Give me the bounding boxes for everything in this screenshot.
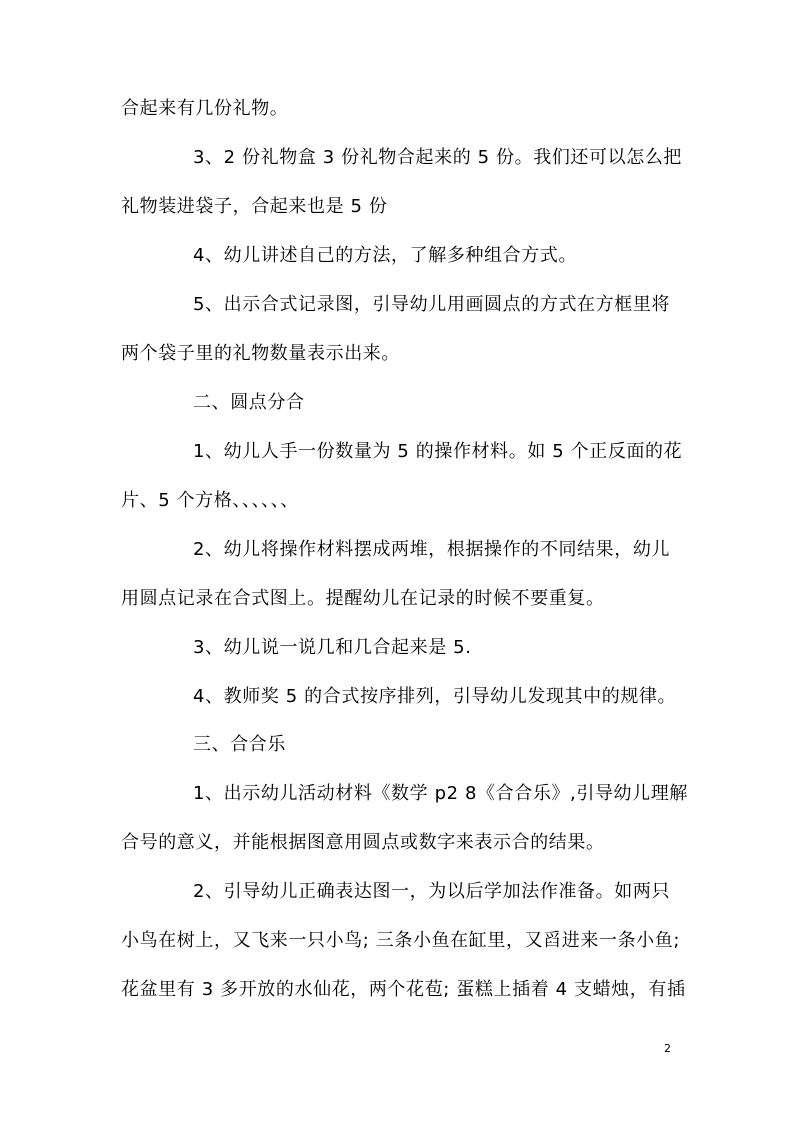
text-line: 礼物装进袋子，合起来也是 5 份 [121, 196, 388, 217]
text-line: 3、幼儿说一说几和几合起来是 5. [193, 637, 472, 658]
text-line: 小鸟在树上，又飞来一只小鸟; 三条小鱼在缸里，又舀进来一条小鱼; [121, 930, 681, 951]
section-heading: 二、圆点分合 [193, 392, 305, 413]
page-number: 2 [664, 1042, 671, 1055]
text-line: 3、2 份礼物盒 3 份礼物合起来的 5 份。我们还可以怎么把 [193, 147, 683, 168]
text-line: 5、出示合式记录图，引导幼儿用画圆点的方式在方框里将 [193, 294, 671, 315]
text-line: 合起来有几份礼物。 [121, 98, 289, 119]
text-line: 合号的意义，并能根据图意用圆点或数字来表示合的结果。 [121, 832, 605, 853]
text-line: 2、引导幼儿正确表达图一，为以后学加法作准备。如两只 [193, 881, 671, 902]
section-heading: 三、合合乐 [193, 734, 286, 755]
text-line: 片、5 个方格、、、、、、 [121, 490, 299, 511]
text-line: 1、幼儿人手一份数量为 5 的操作材料。如 5 个正反面的花 [193, 441, 683, 462]
text-line: 1、出示幼儿活动材料《数学 p2 8《合合乐》,引导幼儿理解 [193, 783, 688, 804]
text-line: 两个袋子里的礼物数量表示出来。 [121, 343, 400, 364]
text-line: 用圆点记录在合式图上。提醒幼儿在记录的时候不要重复。 [121, 588, 605, 609]
text-line: 花盆里有 3 多开放的水仙花，两个花苞; 蛋糕上插着 4 支蜡烛，有插 [121, 979, 686, 1000]
text-line: 4、教师奖 5 的合式按序排列，引导幼儿发现其中的规律。 [193, 686, 677, 707]
text-line: 2、幼儿将操作材料摆成两堆，根据操作的不同结果，幼儿 [193, 539, 671, 560]
text-line: 4、幼儿讲述自己的方法，了解多种组合方式。 [193, 245, 578, 266]
